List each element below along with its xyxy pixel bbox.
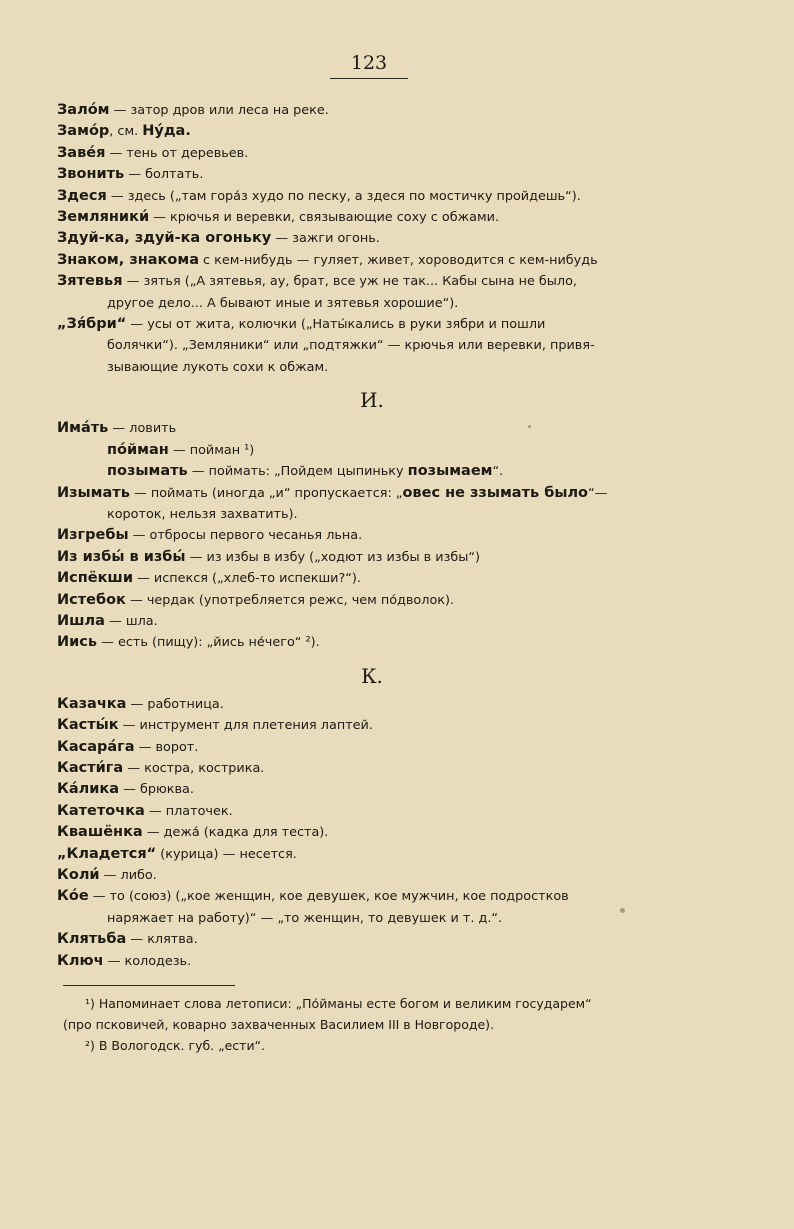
entry-subheadword: позымать xyxy=(107,463,188,480)
entry xyxy=(57,822,687,843)
entry-headword-inline: позымаем xyxy=(407,463,493,480)
entry-headword: Ка́лика xyxy=(57,781,120,798)
entry-headword: Знаком, знакома xyxy=(57,251,199,268)
entry-definition: — костра, кострика. xyxy=(123,760,265,776)
entry-headword-inline: Ну́да. xyxy=(142,123,191,140)
entry xyxy=(57,865,687,886)
entry-headword: Зятевья xyxy=(57,273,123,290)
entry xyxy=(57,271,687,292)
entry-definition: — из избы в избу („ходют из избы в избы“) xyxy=(185,549,480,565)
entries-z xyxy=(57,100,687,378)
paper-speck xyxy=(620,908,625,913)
entry-definition: — то (союз) („кое женщин, кое девушек, кое мужчин, кое подростков xyxy=(88,889,569,905)
entry-headword: Катеточка xyxy=(57,802,145,819)
entry-headword: Коли́ xyxy=(57,867,100,883)
entry-definition: — ловить xyxy=(108,421,177,437)
entry-definition: — здесь („там гора́з худо по песку, а здеся по мостичку пройдешь“). xyxy=(106,188,581,204)
entry xyxy=(57,314,687,335)
entries-k xyxy=(57,694,687,972)
footnote-rule xyxy=(63,985,235,986)
section-letter-k: К. xyxy=(361,663,383,688)
entry-headword: „Зя́бри“ xyxy=(57,316,127,333)
entries-i xyxy=(57,418,687,653)
entry-definition: — либо. xyxy=(99,868,157,883)
entry-definition: — зятья („А зятевья, ау, брат, все уж не так... Кабы сына не было, xyxy=(122,274,577,290)
entry xyxy=(57,547,687,568)
entry-definition: , см. xyxy=(109,124,143,140)
footnote-1-cont: (про псковичей, коварно захваченных Василием III в Новгороде). xyxy=(63,1017,495,1032)
entry-definition: — отбросы первого чесанья льна. xyxy=(128,528,363,544)
entry xyxy=(57,801,687,822)
entry-definition: — работница. xyxy=(126,696,224,712)
entry xyxy=(57,886,687,907)
entry xyxy=(57,143,687,164)
entry xyxy=(57,483,687,504)
entry-definition: с кем-нибудь — гуляет, живет, хороводится с кем-нибудь xyxy=(198,252,598,268)
entry-continuation: болячки“). „Земляники“ или „подтяжки“ — крючья или веревки, привя- xyxy=(107,338,595,354)
entry xyxy=(57,293,687,314)
entry xyxy=(57,504,687,525)
entry xyxy=(57,568,687,589)
page-number: 123 xyxy=(350,52,388,74)
entry-definition: — затор дров или леса на реке. xyxy=(109,103,329,118)
entry-headword: Квашёнка xyxy=(57,824,143,841)
entry-definition: — испекся („хлеб-то испекши?“). xyxy=(132,571,361,587)
entry xyxy=(57,357,687,378)
entry-headword: Иись xyxy=(57,634,98,651)
entry xyxy=(57,250,687,271)
entry-headword: Здеся xyxy=(57,187,107,204)
entry-definition: — ворот. xyxy=(134,739,199,755)
entry-definition: — клятва. xyxy=(126,932,198,948)
entry-continuation: другое дело... А бывают иные и зятевья хорошие“). xyxy=(107,295,459,311)
entry xyxy=(57,590,687,611)
entry xyxy=(57,737,687,758)
entry-headword: Зало́м xyxy=(57,102,110,118)
entry-headword: Изымать xyxy=(57,484,130,501)
entry-definition: — болтать. xyxy=(124,167,204,183)
entry xyxy=(57,207,687,228)
entry-definition-tail: “— xyxy=(588,485,608,501)
dictionary-entries xyxy=(57,100,687,972)
entry xyxy=(57,121,687,142)
entry xyxy=(57,418,687,439)
entry xyxy=(57,951,687,972)
entry-definition-tail: “. xyxy=(492,464,504,480)
entry xyxy=(57,779,687,800)
entry xyxy=(57,164,687,185)
entry-headword: Ко́е xyxy=(57,888,89,905)
entry xyxy=(57,715,687,736)
entry-headword: Касти́га xyxy=(57,759,124,776)
entry-definition: — крючья и веревки, связывающие соху с обжами. xyxy=(149,210,500,226)
entry-definition: — платочек. xyxy=(144,803,233,819)
entry-headword: Има́ть xyxy=(57,420,109,437)
entry-definition: — усы от жита, колючки („Наты́кались в руки зябри и пошли xyxy=(126,317,546,333)
entry-headword-inline: овес не ззымать было xyxy=(402,484,589,501)
entry-continuation: наряжает на работу)“ — „то женщин, то девушек и т. д.“. xyxy=(107,910,503,926)
entry-definition: — чердак (употребляется режс, чем по́дволок). xyxy=(125,592,455,608)
entry xyxy=(57,929,687,950)
entry-definition: — инструмент для плетения лаптей. xyxy=(118,718,373,734)
entry-headword: Изгребы xyxy=(57,527,129,544)
entry-definition: — зажги огонь. xyxy=(271,231,380,247)
entry-headword: Испёкши xyxy=(57,570,133,587)
entry xyxy=(57,758,687,779)
entry-headword: Заве́я xyxy=(57,144,106,161)
entry xyxy=(57,611,687,632)
entry-definition: — шла. xyxy=(104,613,158,629)
entry-headword: Казачка xyxy=(57,695,127,712)
entry-continuation: короток, нельзя захватить). xyxy=(107,506,298,522)
entry xyxy=(57,694,687,715)
entry xyxy=(57,228,687,249)
page-number-rule xyxy=(330,78,408,79)
entry-headword: „Кладется“ xyxy=(57,845,157,862)
footnote-2: ²) В Вологодск. губ. „ести“. xyxy=(85,1038,266,1053)
paper-speck xyxy=(528,425,531,428)
entry-headword: Здуй-ка, здуй-ка огоньку xyxy=(57,230,272,247)
entry-headword: Ключ xyxy=(57,952,104,969)
entry xyxy=(57,461,687,482)
entry xyxy=(57,186,687,207)
entry-definition: — брюква. xyxy=(119,782,194,798)
footnote-1: ¹) Напоминает слова летописи: „По́йманы есте богом и великим государем“ xyxy=(85,996,592,1011)
entry xyxy=(57,632,687,653)
entry xyxy=(57,908,687,929)
entry-headword: Ишла xyxy=(57,612,105,629)
entry xyxy=(57,335,687,356)
footnotes xyxy=(63,993,693,1056)
entry-definition: — колодезь. xyxy=(103,953,192,969)
entry-definition: (курица) — несется. xyxy=(156,846,297,862)
entry-headword: Клятьба xyxy=(57,931,127,948)
entry-headword: Касты́к xyxy=(57,717,119,734)
entry-definition: — поймать: „Пойдем цыпиньку xyxy=(187,464,408,480)
section-letter-i: И. xyxy=(360,388,384,413)
entry-definition: — дежа́ (кадка для теста). xyxy=(142,825,329,841)
entry-definition: — есть (пищу): „йись не́чего“ ²). xyxy=(97,635,320,651)
entry-definition: — пойман ¹) xyxy=(168,442,255,458)
entry-headword: Касара́га xyxy=(57,738,135,755)
entry-headword: Земляники́ xyxy=(57,209,150,226)
entry xyxy=(57,440,687,461)
entry xyxy=(57,100,687,121)
entry-headword: Замо́р xyxy=(57,123,110,140)
entry xyxy=(57,844,687,865)
entry-continuation: зывающие лукоть сохи к обжам. xyxy=(107,359,329,375)
entry-definition: — поймать (иногда „и“ пропускается: „ xyxy=(129,485,403,501)
entry-headword: Звонить xyxy=(57,166,125,183)
entry-definition: — тень от деревьев. xyxy=(105,145,249,161)
entry-subheadword: по́йман xyxy=(107,441,169,458)
entry xyxy=(57,525,687,546)
entry-headword: Истебок xyxy=(57,591,126,608)
entry-headword: Из избы́ в избы́ xyxy=(57,548,186,565)
